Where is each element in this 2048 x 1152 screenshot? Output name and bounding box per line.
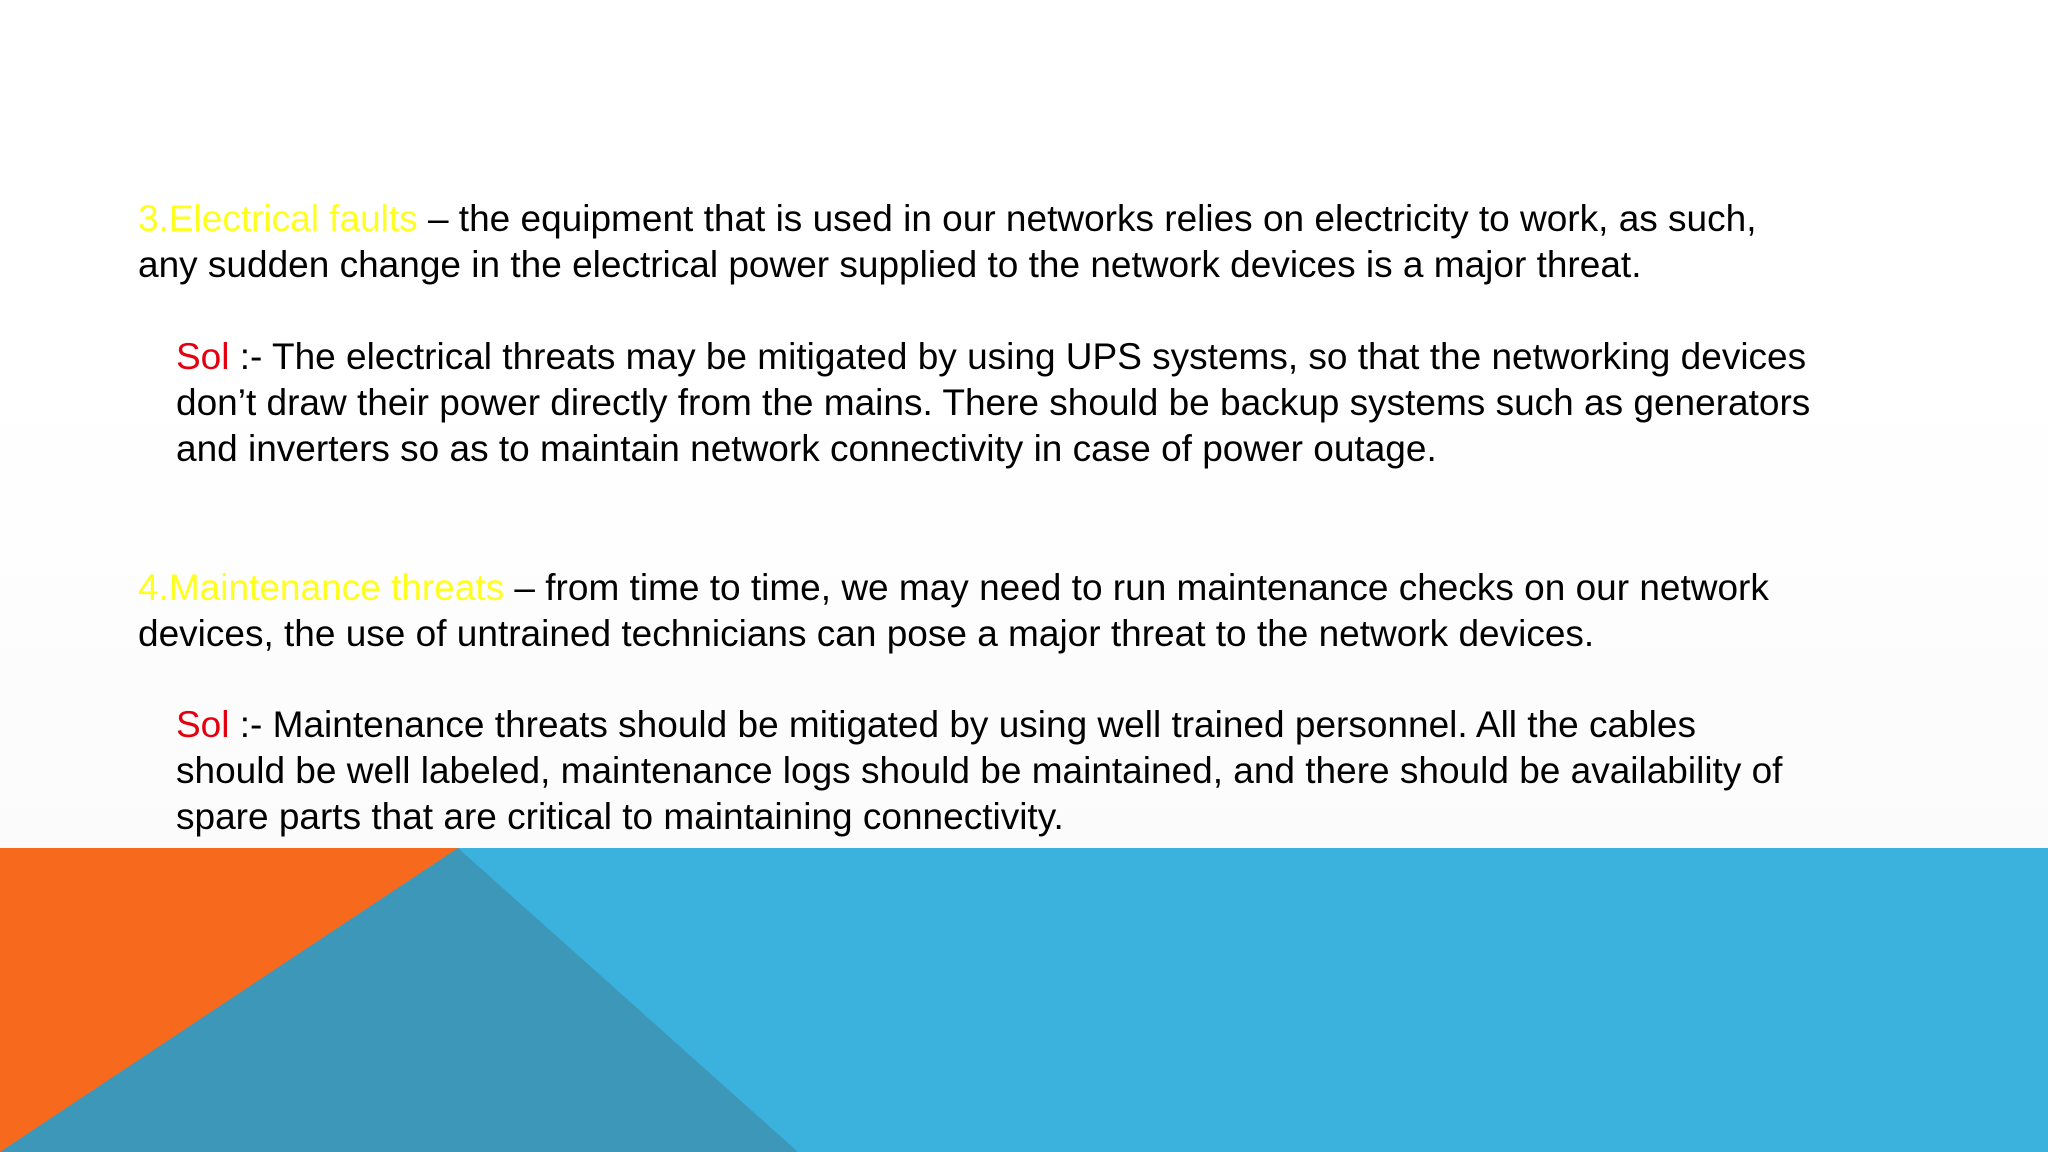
solution-4-line-1 [176, 702, 1782, 748]
threat-3-line-2: any sudden change in the electrical power supplied to the network devices is a major threat. [138, 244, 1642, 285]
decorative-bottom-band [0, 848, 2048, 1152]
threat-4-line-2: devices, the use of untrained technicians can pose a major threat to the network devices. [138, 613, 1595, 654]
threat-4-line-1-text: – from time to time, we may need to run maintenance checks on our network [504, 567, 1769, 608]
solution-4-line-2: should be well labeled, maintenance logs should be maintained, and there should be availability of [176, 750, 1783, 791]
solution-4-label: Sol [176, 704, 230, 745]
threat-4-term: 4.Maintenance threats [138, 567, 505, 608]
solution-3-line-1-text: :- The electrical threats may be mitigated by using UPS systems, so that the networking devices [229, 336, 1807, 377]
threat-3-line-1 [138, 196, 1756, 242]
solution-3-paragraph [176, 334, 1810, 472]
solution-3-line-1 [176, 334, 1810, 380]
threat-3-term: 3.Electrical faults [138, 198, 418, 239]
threat-3-line-1-text: – the equipment that is used in our networks relies on electricity to work, as such, [417, 198, 1757, 239]
threat-3-paragraph [138, 196, 1756, 288]
solution-3-label: Sol [176, 336, 230, 377]
solution-4-line-1-text: :- Maintenance threats should be mitigated by using well trained personnel. All the cables [229, 704, 1696, 745]
solution-4-line-3: spare parts that are critical to maintaining connectivity. [176, 796, 1064, 837]
solution-3-line-2: don’t draw their power directly from the mains. There should be backup systems such as generators [176, 382, 1811, 423]
solution-4-paragraph [176, 702, 1782, 840]
solution-3-line-3: and inverters so as to maintain network connectivity in case of power outage. [176, 428, 1437, 469]
threat-4-paragraph [138, 565, 1769, 657]
threat-4-line-1 [138, 565, 1769, 611]
